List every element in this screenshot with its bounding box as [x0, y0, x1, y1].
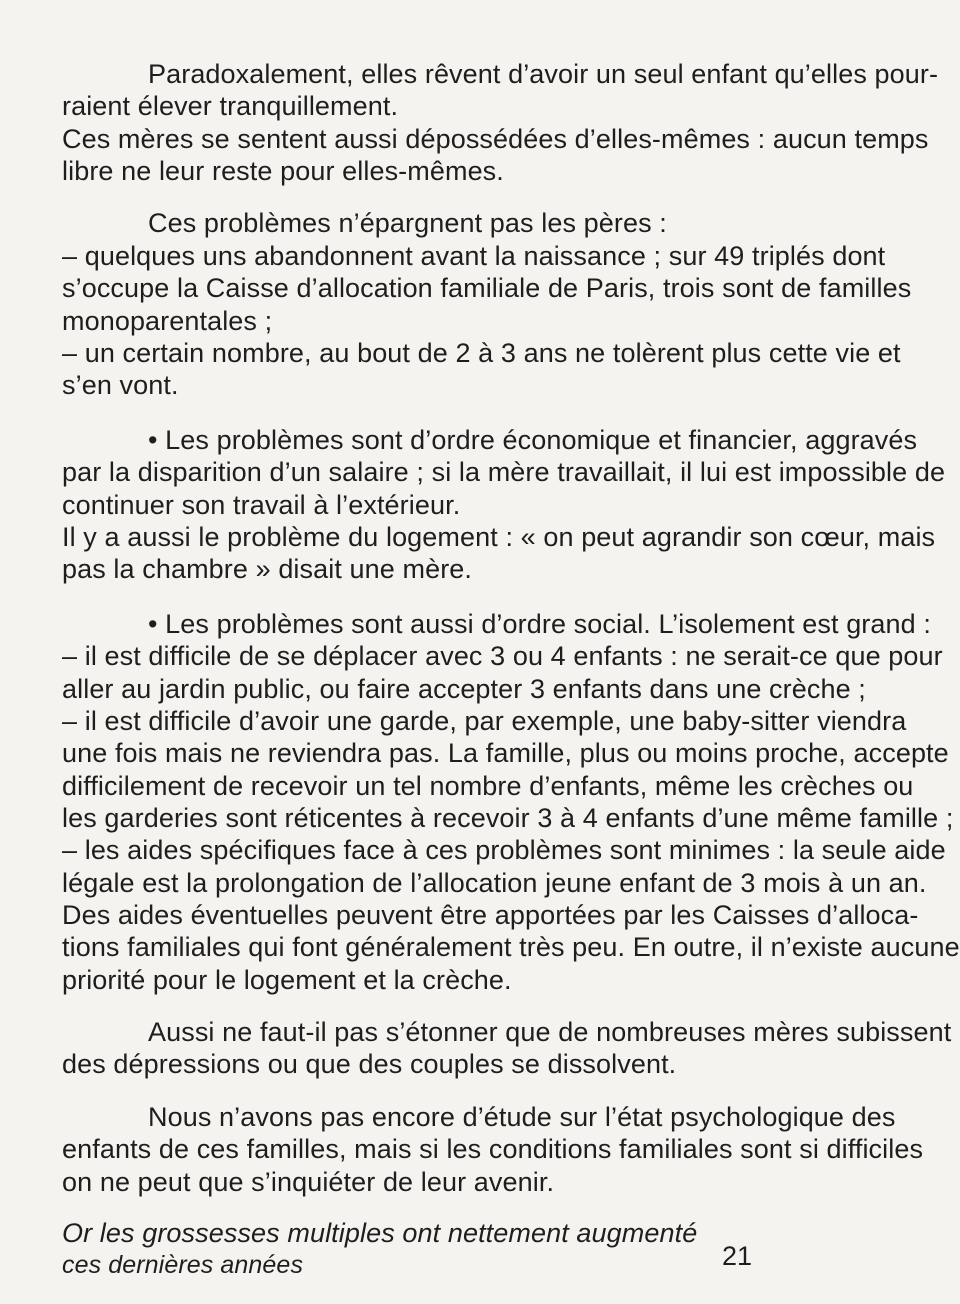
text-line: – il est difficile d’avoir une garde, par exemple, une baby-sitter viendra — [62, 706, 907, 736]
text-line: – un certain nombre, au bout de 2 à 3 ans ne tolèrent plus cette vie et — [62, 338, 901, 368]
text-line: Nous n’avons pas encore d’étude sur l’état psychologique des — [148, 1102, 896, 1132]
text-line: Ces mères se sentent aussi dépossédées d’elles-mêmes : aucun temps — [62, 124, 929, 154]
section-heading: ces dernières années — [62, 1251, 304, 1279]
text-line: libre ne leur reste pour elles-mêmes. — [62, 156, 504, 186]
text-line: – quelques uns abandonnent avant la naissance ; sur 49 triplés dont — [62, 241, 886, 271]
text-line: enfants de ces familles, mais si les conditions familiales sont si difficiles — [62, 1134, 924, 1164]
text-line: s’en vont. — [62, 370, 179, 400]
text-line: s’occupe la Caisse d’allocation familiale de Paris, trois sont de familles — [62, 273, 912, 303]
text-line: – les aides spécifiques face à ces problèmes sont minimes : la seule aide — [62, 835, 946, 865]
text-line: continuer son travail à l’extérieur. — [62, 490, 461, 520]
text-line: priorité pour le logement et la crèche. — [62, 965, 512, 995]
text-line: Paradoxalement, elles rêvent d’avoir un seul enfant qu’elles pour- — [148, 59, 939, 89]
text-line: Il y a aussi le problème du logement : « on peut agrandir son cœur, mais — [62, 522, 936, 552]
text-line: Des aides éventuelles peuvent être apportées par les Caisses d’alloca- — [62, 900, 919, 930]
text-line: on ne peut que s’inquiéter de leur avenir. — [62, 1167, 555, 1197]
text-line: des dépressions ou que des couples se dissolvent. — [62, 1049, 677, 1079]
text-line: difficilement de recevoir un tel nombre d’enfants, même les crèches ou — [62, 771, 914, 801]
text-line: – il est difficile de se déplacer avec 3 ou 4 enfants : ne serait-ce que pour — [62, 641, 943, 671]
text-line: • Les problèmes sont aussi d’ordre social. L’isolement est grand : — [148, 609, 931, 639]
text-line: aller au jardin public, ou faire accepter 3 enfants dans une crèche ; — [62, 674, 866, 704]
text-line: les garderies sont réticentes à recevoir 3 à 4 enfants d’une même famille ; — [62, 803, 954, 833]
text-line: raient élever tranquillement. — [62, 91, 399, 121]
page-number: 21 — [721, 1241, 752, 1271]
text-line: monoparentales ; — [62, 306, 273, 336]
text-line: Ces problèmes n’épargnent pas les pères : — [148, 208, 667, 238]
text-line: • Les problèmes sont d’ordre économique et financier, aggravés — [148, 425, 918, 455]
text-line: tions familiales qui font généralement très peu. En outre, il n’existe aucune — [62, 932, 960, 962]
text-line: légale est la prolongation de l’allocation jeune enfant de 3 mois à un an. — [62, 868, 927, 898]
text-line: une fois mais ne reviendra pas. La famille, plus ou moins proche, accepte — [62, 738, 949, 768]
text-line: pas la chambre » disait une mère. — [62, 554, 473, 584]
text-line: par la disparition d’un salaire ; si la mère travaillait, il lui est impossible de — [62, 457, 946, 487]
section-heading: Or les grossesses multiples ont nettement augmenté — [62, 1218, 698, 1248]
text-line: Aussi ne faut-il pas s’étonner que de nombreuses mères subissent — [148, 1017, 952, 1047]
